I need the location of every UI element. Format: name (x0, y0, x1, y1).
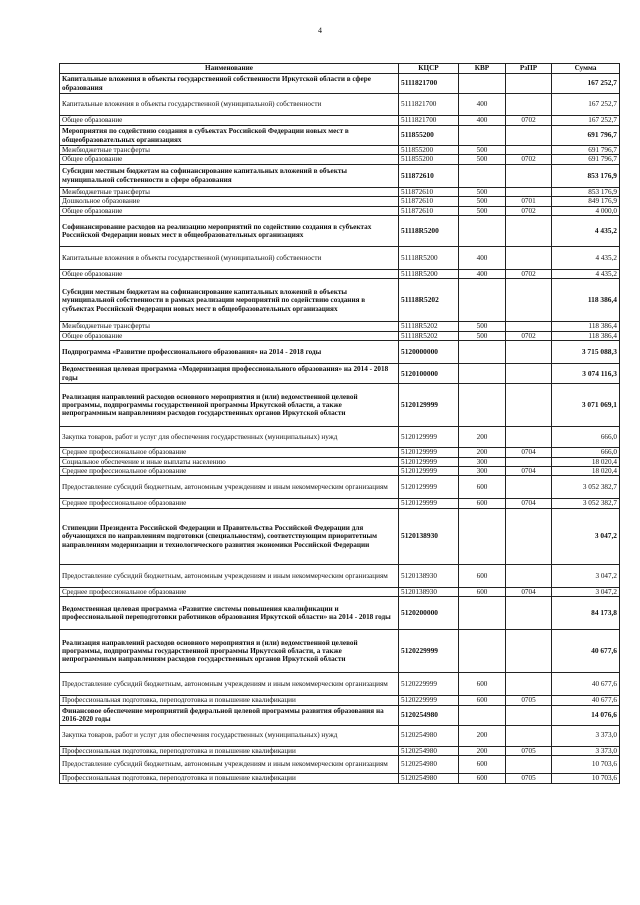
cell-rzpr (506, 74, 552, 94)
cell-rzpr (506, 146, 552, 155)
cell-kcsr: 51118R5200 (399, 270, 459, 279)
table-row (60, 155, 620, 164)
table-row (60, 270, 620, 279)
table-row (60, 94, 620, 116)
cell-rzpr (506, 756, 552, 774)
cell-kvr: 400 (459, 94, 506, 116)
cell-rzpr: 0702 (506, 331, 552, 340)
cell-kvr: 400 (459, 270, 506, 279)
cell-kcsr: 5120229999 (399, 630, 459, 673)
cell-sum: 4 435,2 (552, 216, 620, 247)
cell-kvr (459, 126, 506, 146)
cell-rzpr: 0705 (506, 746, 552, 755)
cell-kcsr: 511872610 (399, 206, 459, 215)
cell-name: Предоставление субсидий бюджетным, автономным учреждениям и иным некоммерческим организациям (60, 756, 399, 774)
cell-kcsr: 5120200000 (399, 597, 459, 630)
cell-kcsr: 51118R5202 (399, 331, 459, 340)
cell-sum: 3 047,2 (552, 564, 620, 587)
cell-kvr (459, 216, 506, 247)
table-row (60, 774, 620, 783)
cell-rzpr (506, 187, 552, 196)
cell-kcsr: 511855200 (399, 146, 459, 155)
cell-kcsr: 5120229999 (399, 696, 459, 705)
cell-rzpr: 0704 (506, 499, 552, 508)
cell-name: Субсидии местным бюджетам на софинансирование капитальных вложений в объекты муниципальной собственности в рамках реализации мероприятий по содействию создания в субъектах Российской Федерации новых мест в общеобразовательных организациях (60, 279, 399, 322)
cell-sum: 167 252,7 (552, 116, 620, 126)
cell-rzpr (506, 476, 552, 499)
cell-sum: 691 796,7 (552, 155, 620, 164)
cell-name: Общее образование (60, 331, 399, 340)
cell-kcsr: 5120129999 (399, 499, 459, 508)
table-row (60, 247, 620, 270)
table-header-row (60, 64, 620, 74)
table-row (60, 331, 620, 340)
cell-kcsr: 5120138930 (399, 508, 459, 564)
cell-sum: 691 796,7 (552, 146, 620, 155)
cell-kcsr: 5120129999 (399, 448, 459, 457)
table-row (60, 364, 620, 384)
table-row (60, 448, 620, 457)
cell-kvr (459, 384, 506, 427)
cell-kcsr: 51118R5202 (399, 279, 459, 322)
cell-name: Субсидии местным бюджетам на софинансирование капитальных вложений в объекты муниципальной собственности в сфере образования (60, 164, 399, 187)
cell-kcsr: 5120254980 (399, 774, 459, 783)
cell-rzpr (506, 216, 552, 247)
cell-kvr (459, 364, 506, 384)
cell-sum: 3 047,2 (552, 587, 620, 596)
cell-sum: 3 373,0 (552, 746, 620, 755)
cell-name: Предоставление субсидий бюджетным, автономным учреждениям и иным некоммерческим организациям (60, 673, 399, 696)
cell-sum: 853 176,9 (552, 187, 620, 196)
cell-kvr: 500 (459, 197, 506, 206)
cell-kvr: 200 (459, 427, 506, 448)
cell-kvr: 400 (459, 116, 506, 126)
cell-name: Капитальные вложения в объекты государственной собственности Иркутской области в сфере образования (60, 74, 399, 94)
cell-kcsr: 511872610 (399, 187, 459, 196)
cell-sum: 666,0 (552, 427, 620, 448)
header-sum: Сумма (552, 64, 620, 74)
cell-rzpr (506, 384, 552, 427)
cell-rzpr (506, 597, 552, 630)
cell-kcsr: 5120129999 (399, 476, 459, 499)
cell-sum: 14 076,6 (552, 705, 620, 725)
cell-kvr: 500 (459, 331, 506, 340)
cell-rzpr: 0705 (506, 696, 552, 705)
cell-kvr (459, 74, 506, 94)
cell-name: Подпрограмма «Развитие профессионального образования» на 2014 - 2018 годы (60, 341, 399, 364)
table-row (60, 322, 620, 331)
cell-sum: 4 435,2 (552, 270, 620, 279)
header-rzpr: РзПР (506, 64, 552, 74)
cell-kcsr: 5120254980 (399, 725, 459, 746)
table-row (60, 116, 620, 126)
cell-kvr: 400 (459, 247, 506, 270)
cell-sum: 4 435,2 (552, 247, 620, 270)
cell-sum: 853 176,9 (552, 164, 620, 187)
cell-rzpr: 0702 (506, 270, 552, 279)
cell-kcsr: 511872610 (399, 164, 459, 187)
cell-kcsr: 5120129999 (399, 384, 459, 427)
cell-sum: 3 715 088,3 (552, 341, 620, 364)
cell-kcsr: 5111821700 (399, 116, 459, 126)
cell-rzpr (506, 427, 552, 448)
cell-sum: 167 252,7 (552, 74, 620, 94)
cell-kcsr: 51118R5200 (399, 247, 459, 270)
cell-kvr: 300 (459, 457, 506, 466)
cell-sum: 118 386,4 (552, 331, 620, 340)
cell-name: Капитальные вложения в объекты государственной (муниципальной) собственности (60, 247, 399, 270)
cell-kcsr: 5111821700 (399, 74, 459, 94)
cell-kcsr: 511855200 (399, 155, 459, 164)
cell-sum: 10 703,6 (552, 774, 620, 783)
cell-sum: 4 000,0 (552, 206, 620, 215)
cell-kvr: 300 (459, 467, 506, 476)
cell-sum: 84 173,8 (552, 597, 620, 630)
table-row (60, 746, 620, 755)
cell-rzpr (506, 126, 552, 146)
table-row (60, 696, 620, 705)
table-row (60, 146, 620, 155)
cell-kcsr: 5120100000 (399, 364, 459, 384)
cell-rzpr (506, 279, 552, 322)
cell-kcsr: 511872610 (399, 197, 459, 206)
table-row (60, 384, 620, 427)
table-row (60, 499, 620, 508)
cell-rzpr (506, 630, 552, 673)
cell-name: Предоставление субсидий бюджетным, автономным учреждениям и иным некоммерческим организациям (60, 564, 399, 587)
cell-name: Межбюджетные трансферты (60, 146, 399, 155)
page-number: 4 (318, 26, 322, 35)
cell-sum: 40 677,6 (552, 673, 620, 696)
cell-kvr: 600 (459, 587, 506, 596)
cell-name: Ведомственная целевая программа «Развитие системы повышения квалификации и профессиональной переподготовки работников образования Иркутской области» на 2014 - 2018 годы (60, 597, 399, 630)
table-row (60, 508, 620, 564)
cell-name: Профессиональная подготовка, переподготовка и повышение квалификации (60, 696, 399, 705)
table-row (60, 341, 620, 364)
cell-kvr: 600 (459, 564, 506, 587)
cell-rzpr (506, 94, 552, 116)
table-row (60, 467, 620, 476)
cell-rzpr: 0701 (506, 197, 552, 206)
cell-name: Капитальные вложения в объекты государственной (муниципальной) собственности (60, 94, 399, 116)
cell-kvr: 500 (459, 322, 506, 331)
cell-sum: 849 176,9 (552, 197, 620, 206)
cell-sum: 118 386,4 (552, 279, 620, 322)
cell-name: Общее образование (60, 270, 399, 279)
cell-name: Закупка товаров, работ и услуг для обеспечения государственных (муниципальных) нужд (60, 427, 399, 448)
cell-kvr: 600 (459, 774, 506, 783)
table-row (60, 476, 620, 499)
cell-name: Межбюджетные трансферты (60, 322, 399, 331)
cell-kvr: 200 (459, 746, 506, 755)
cell-sum: 18 020,4 (552, 457, 620, 466)
budget-table (59, 63, 620, 784)
cell-kvr: 200 (459, 448, 506, 457)
cell-sum: 40 677,6 (552, 630, 620, 673)
cell-kcsr: 5120138930 (399, 587, 459, 596)
cell-kvr: 600 (459, 673, 506, 696)
cell-sum: 40 677,6 (552, 696, 620, 705)
cell-kcsr: 51118R5202 (399, 322, 459, 331)
cell-kcsr: 51118R5200 (399, 216, 459, 247)
cell-kcsr: 5111821700 (399, 94, 459, 116)
table-row (60, 206, 620, 215)
table-row (60, 673, 620, 696)
cell-sum: 3 052 382,7 (552, 476, 620, 499)
cell-kcsr: 5120254980 (399, 746, 459, 755)
header-kvr: КВР (459, 64, 506, 74)
cell-kvr: 500 (459, 146, 506, 155)
cell-kvr (459, 341, 506, 364)
cell-kcsr: 511855200 (399, 126, 459, 146)
cell-rzpr (506, 564, 552, 587)
cell-rzpr (506, 457, 552, 466)
cell-name: Софинансирование расходов на реализацию мероприятий по содействию создания в субъектах Российской Федерации новых мест в общеобразовательных организациях (60, 216, 399, 247)
cell-sum: 666,0 (552, 448, 620, 457)
cell-name: Стипендии Президента Российской Федерации и Правительства Российской Федерации для обучающихся по направлениям подготовки (специальностям), соответствующим приоритетным направлениям модернизации и технологического развития экономики Российской Федерации (60, 508, 399, 564)
cell-name: Ведомственная целевая программа «Модернизация профессионального образования» на 2014 - 2018 годы (60, 364, 399, 384)
cell-name: Общее образование (60, 116, 399, 126)
table-row (60, 126, 620, 146)
cell-rzpr: 0704 (506, 467, 552, 476)
cell-kcsr: 5120138930 (399, 564, 459, 587)
table-row (60, 427, 620, 448)
header-kcsr: КЦСР (399, 64, 459, 74)
cell-rzpr (506, 341, 552, 364)
table-row (60, 457, 620, 466)
cell-sum: 118 386,4 (552, 322, 620, 331)
cell-sum: 3 071 069,1 (552, 384, 620, 427)
cell-rzpr: 0702 (506, 116, 552, 126)
table-row (60, 564, 620, 587)
cell-kvr (459, 164, 506, 187)
cell-rzpr: 0702 (506, 206, 552, 215)
cell-rzpr (506, 364, 552, 384)
cell-rzpr (506, 673, 552, 696)
cell-name: Общее образование (60, 206, 399, 215)
cell-sum: 691 796,7 (552, 126, 620, 146)
cell-kvr: 500 (459, 187, 506, 196)
cell-name: Профессиональная подготовка, переподготовка и повышение квалификации (60, 774, 399, 783)
cell-kcsr: 5120229999 (399, 673, 459, 696)
cell-kvr (459, 705, 506, 725)
cell-kcsr: 5120000000 (399, 341, 459, 364)
table-row (60, 187, 620, 196)
cell-rzpr (506, 705, 552, 725)
cell-name: Среднее профессиональное образование (60, 448, 399, 457)
cell-kvr (459, 597, 506, 630)
cell-kcsr: 5120254980 (399, 756, 459, 774)
cell-rzpr (506, 322, 552, 331)
cell-kvr: 600 (459, 696, 506, 705)
cell-kvr: 600 (459, 499, 506, 508)
cell-name: Реализация направлений расходов основного мероприятия и (или) ведомственной целевой программы, подпрограммы государственной программы Иркутской области, а также непрограммным направлениям расходов государственных органов Иркутской области (60, 630, 399, 673)
cell-name: Среднее профессиональное образование (60, 467, 399, 476)
header-name: Наименование (60, 64, 399, 74)
cell-name: Среднее профессиональное образование (60, 587, 399, 596)
cell-name: Реализация направлений расходов основного мероприятия и (или) ведомственной целевой программы, подпрограммы государственной программы Иркутской области, а также непрограммным направлениям расходов государственных органов Иркутской области (60, 384, 399, 427)
cell-rzpr (506, 247, 552, 270)
cell-name: Мероприятия по содействию создания в субъектах Российской Федерации новых мест в общеобразовательных организациях (60, 126, 399, 146)
table-row (60, 756, 620, 774)
cell-rzpr: 0705 (506, 774, 552, 783)
table-row (60, 630, 620, 673)
cell-rzpr: 0704 (506, 587, 552, 596)
cell-kvr (459, 630, 506, 673)
cell-kcsr: 5120129999 (399, 427, 459, 448)
budget-table-body (60, 74, 620, 784)
table-row (60, 74, 620, 94)
cell-sum: 3 074 116,3 (552, 364, 620, 384)
cell-name: Профессиональная подготовка, переподготовка и повышение квалификации (60, 746, 399, 755)
table-row (60, 197, 620, 206)
table-row (60, 597, 620, 630)
cell-name: Закупка товаров, работ и услуг для обеспечения государственных (муниципальных) нужд (60, 725, 399, 746)
cell-kcsr: 5120254980 (399, 705, 459, 725)
cell-kvr: 600 (459, 476, 506, 499)
cell-sum: 18 020,4 (552, 467, 620, 476)
cell-rzpr: 0704 (506, 448, 552, 457)
table-row (60, 587, 620, 596)
cell-sum: 3 052 382,7 (552, 499, 620, 508)
table-row (60, 164, 620, 187)
cell-name: Межбюджетные трансферты (60, 187, 399, 196)
cell-kvr (459, 279, 506, 322)
cell-name: Среднее профессиональное образование (60, 499, 399, 508)
cell-sum: 167 252,7 (552, 94, 620, 116)
cell-name: Финансовое обеспечение мероприятий федеральной целевой программы развития образования на 2016-2020 годы (60, 705, 399, 725)
table-row (60, 216, 620, 247)
table-row (60, 705, 620, 725)
table-row (60, 279, 620, 322)
table-row (60, 725, 620, 746)
cell-sum: 10 703,6 (552, 756, 620, 774)
cell-rzpr (506, 725, 552, 746)
cell-name: Общее образование (60, 155, 399, 164)
cell-name: Социальное обеспечение и иные выплаты населению (60, 457, 399, 466)
cell-kcsr: 5120129999 (399, 467, 459, 476)
cell-name: Предоставление субсидий бюджетным, автономным учреждениям и иным некоммерческим организациям (60, 476, 399, 499)
cell-name: Дошкольное образование (60, 197, 399, 206)
cell-rzpr (506, 508, 552, 564)
cell-kvr: 500 (459, 206, 506, 215)
cell-sum: 3 047,2 (552, 508, 620, 564)
cell-rzpr: 0702 (506, 155, 552, 164)
cell-kcsr: 5120129999 (399, 457, 459, 466)
cell-sum: 3 373,0 (552, 725, 620, 746)
cell-rzpr (506, 164, 552, 187)
cell-kvr: 500 (459, 155, 506, 164)
cell-kvr: 200 (459, 725, 506, 746)
cell-kvr (459, 508, 506, 564)
cell-kvr: 600 (459, 756, 506, 774)
